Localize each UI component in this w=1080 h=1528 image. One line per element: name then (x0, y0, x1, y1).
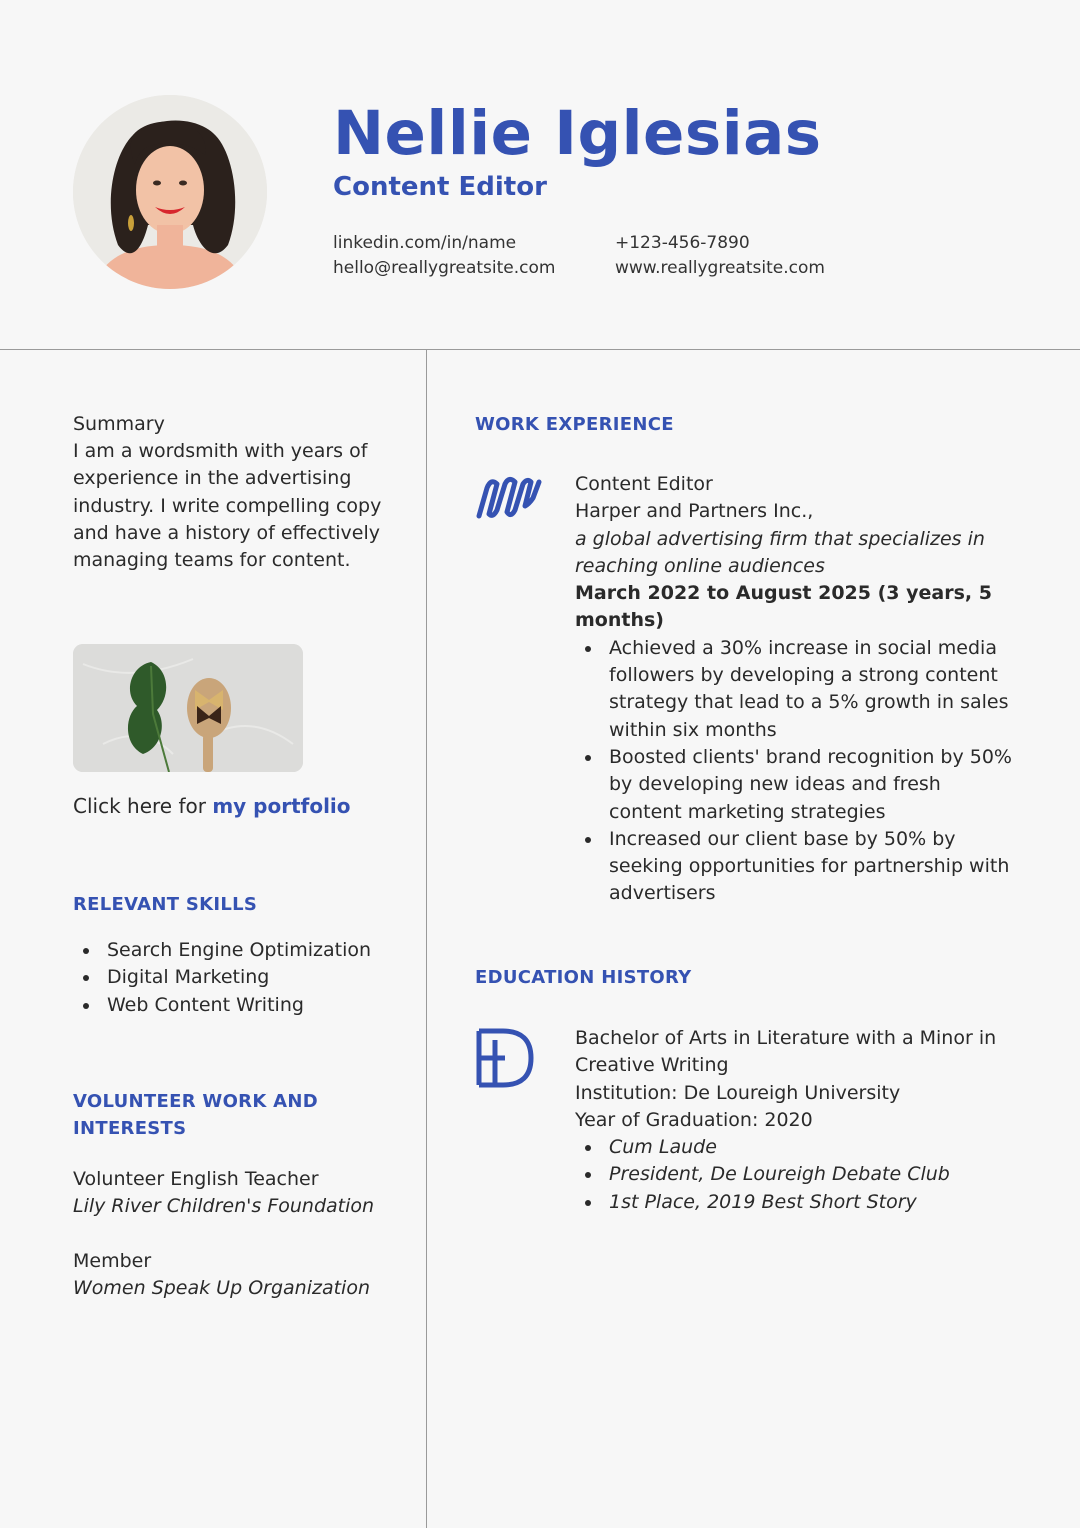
volunteer-org: Lily River Children's Foundation (73, 1195, 375, 1218)
volunteer-role: Member (73, 1250, 152, 1272)
skills-heading: RELEVANT SKILLS (73, 894, 258, 915)
linkedin-link[interactable]: linkedin.com/in/name (333, 233, 517, 253)
education-heading: EDUCATION HISTORY (475, 967, 692, 988)
achievement-item: Boosted clients' brand recognition by 50% by developing new ideas and fresh content marketing strategies (575, 744, 1015, 826)
portfolio-link[interactable]: my portfolio (212, 794, 351, 818)
summary-text: I am a wordsmith with years of experience in the advertising industry. I write compelling copy and have a history of effectively managing teams for content. (73, 440, 382, 572)
portfolio-cta (73, 794, 351, 818)
job-dates: March 2022 to August 2025 (3 years, 5 months) (575, 582, 992, 632)
job-title: Content Editor (575, 473, 713, 495)
volunteer-entry (73, 1166, 403, 1221)
volunteer-org: Women Speak Up Organization (73, 1277, 370, 1300)
job-achievements (575, 635, 1015, 908)
column-divider (426, 349, 427, 1528)
achievement-item: Increased our client base by 50% by seeking opportunities for partnership with advertisers (575, 826, 1015, 908)
candidate-role: Content Editor (333, 172, 547, 202)
volunteer-entry (73, 1248, 403, 1303)
contact-column-left (333, 231, 555, 281)
profile-photo (73, 95, 267, 289)
summary-heading: Summary (73, 413, 165, 435)
website-link[interactable]: www.reallygreatsite.com (615, 258, 825, 278)
skill-item: Digital Marketing (73, 964, 413, 991)
candidate-name: Nellie Iglesias (333, 98, 822, 169)
phone-number[interactable]: +123-456-7890 (615, 233, 750, 253)
volunteer-role: Volunteer English Teacher (73, 1168, 319, 1190)
portfolio-image[interactable] (73, 644, 303, 772)
honor-item: Cum Laude (575, 1134, 1015, 1161)
institution: Institution: De Loureigh University (575, 1081, 901, 1104)
honor-item: 1st Place, 2019 Best Short Story (575, 1189, 1015, 1216)
email-link[interactable]: hello@reallygreatsite.com (333, 258, 556, 278)
skill-item: Search Engine Optimization (73, 937, 413, 964)
honor-item: President, De Loureigh Debate Club (575, 1161, 1015, 1188)
contact-column-right (615, 231, 825, 281)
header-divider (0, 349, 1080, 350)
company-logo-icon (475, 474, 547, 520)
degree: Bachelor of Arts in Literature with a Minor in Creative Writing (575, 1027, 997, 1077)
portfolio-prefix: Click here for (73, 794, 206, 818)
achievement-item: Achieved a 30% increase in social media followers by developing a strong content strategy that lead to a 5% growth in sales within six months (575, 635, 1015, 744)
university-logo-icon (475, 1028, 535, 1088)
graduation-year: Year of Graduation: 2020 (575, 1108, 813, 1131)
education-entry (575, 1025, 1015, 1216)
skill-item: Web Content Writing (73, 992, 413, 1019)
company-name: Harper and Partners Inc., (575, 500, 814, 523)
volunteer-heading: VOLUNTEER WORK AND INTERESTS (73, 1091, 318, 1139)
honors-list (575, 1134, 1015, 1216)
skills-list (73, 937, 413, 1019)
company-description: a global advertising firm that specializes in reaching online audiences (575, 527, 985, 577)
work-heading: WORK EXPERIENCE (475, 414, 674, 435)
job-entry (575, 471, 1015, 908)
